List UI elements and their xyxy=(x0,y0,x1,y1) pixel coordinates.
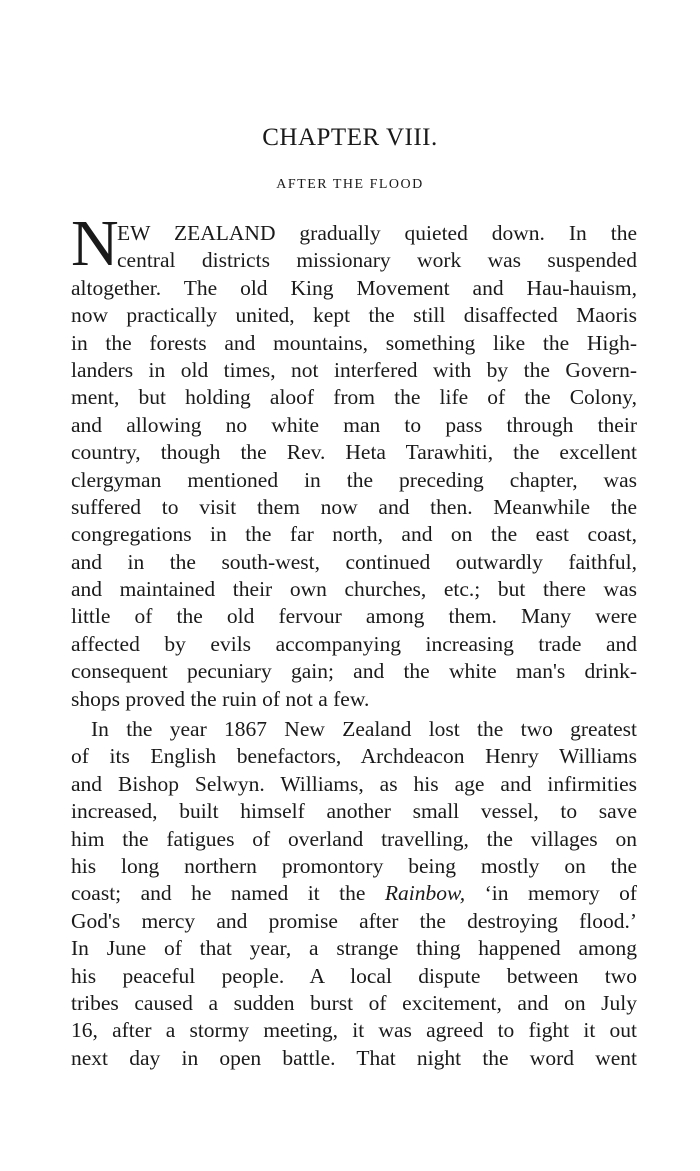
text-line: country, though the Rev. Heta Tarawhiti, the excellent xyxy=(71,440,637,465)
text-line: congregations in the far north, and on the east coast, xyxy=(71,522,637,547)
text-line: little of the old fervour among them. Many were xyxy=(71,604,637,629)
text-line: of its English benefactors, Archdeacon Henry Williams xyxy=(71,744,637,769)
text-line: and Bishop Selwyn. Williams, as his age and infirmities xyxy=(71,771,637,796)
text-line: EW ZEALAND gradually quieted down. In the xyxy=(117,221,637,245)
text-line: In June of that year, a strange thing happened among xyxy=(71,936,637,961)
chapter-subtitle: AFTER THE FLOOD xyxy=(276,177,424,192)
text-line: and maintained their own churches, etc.; but there was xyxy=(71,577,637,602)
text-fragment: ‘in memory of xyxy=(484,881,637,906)
paragraph-2 xyxy=(71,716,637,1072)
chapter-title: CHAPTER VIII. xyxy=(262,124,438,151)
text-line: shops proved the ruin of not a few. xyxy=(71,686,370,711)
text-line: In the year 1867 New Zealand lost the two greatest xyxy=(91,717,637,742)
text-line: him the fatigues of overland travelling, the villages on xyxy=(71,826,637,851)
drop-cap: N xyxy=(71,207,119,280)
body-text xyxy=(71,220,637,1072)
text-line-rainbow xyxy=(71,880,637,907)
text-fragment: coast; and he named it the xyxy=(71,881,366,906)
text-line: now practically united, kept the still disaffected Maoris xyxy=(71,303,637,328)
text-line: altogether. The old King Movement and Hau-hauism, xyxy=(71,275,637,300)
text-line: his peaceful people. A local dispute between two xyxy=(71,963,637,988)
text-line: God's mercy and promise after the destroying flood.’ xyxy=(71,908,637,933)
text-line: central districts missionary work was suspended xyxy=(117,248,637,273)
text-line: consequent pecuniary gain; and the white man's drink- xyxy=(71,659,637,684)
text-line: 16, after a stormy meeting, it was agreed to fight it out xyxy=(71,1018,637,1043)
ship-name-italic: Rainbow, xyxy=(384,881,466,906)
text-line: increased, built himself another small vessel, to save xyxy=(71,799,637,824)
text-line: clergyman mentioned in the preceding chapter, was xyxy=(71,467,637,492)
text-line: suffered to visit them now and then. Meanwhile the xyxy=(71,494,637,519)
text-line: and allowing no white man to pass through their xyxy=(71,412,637,437)
text-line: his long northern promontory being mostly on the xyxy=(71,853,637,878)
paragraph-1 xyxy=(71,220,637,713)
text-line: affected by evils accompanying increasing trade and xyxy=(71,631,637,656)
text-line: next day in open battle. That night the word went xyxy=(71,1045,637,1070)
text-line: landers in old times, not interfered with by the Govern- xyxy=(71,357,637,382)
text-line: tribes caused a sudden burst of excitement, and on July xyxy=(71,990,637,1015)
text-line: and in the south-west, continued outwardly faithful, xyxy=(71,549,637,574)
text-line: ment, but holding aloof from the life of the Colony, xyxy=(71,385,637,410)
text-line: in the forests and mountains, something like the High- xyxy=(71,330,637,355)
